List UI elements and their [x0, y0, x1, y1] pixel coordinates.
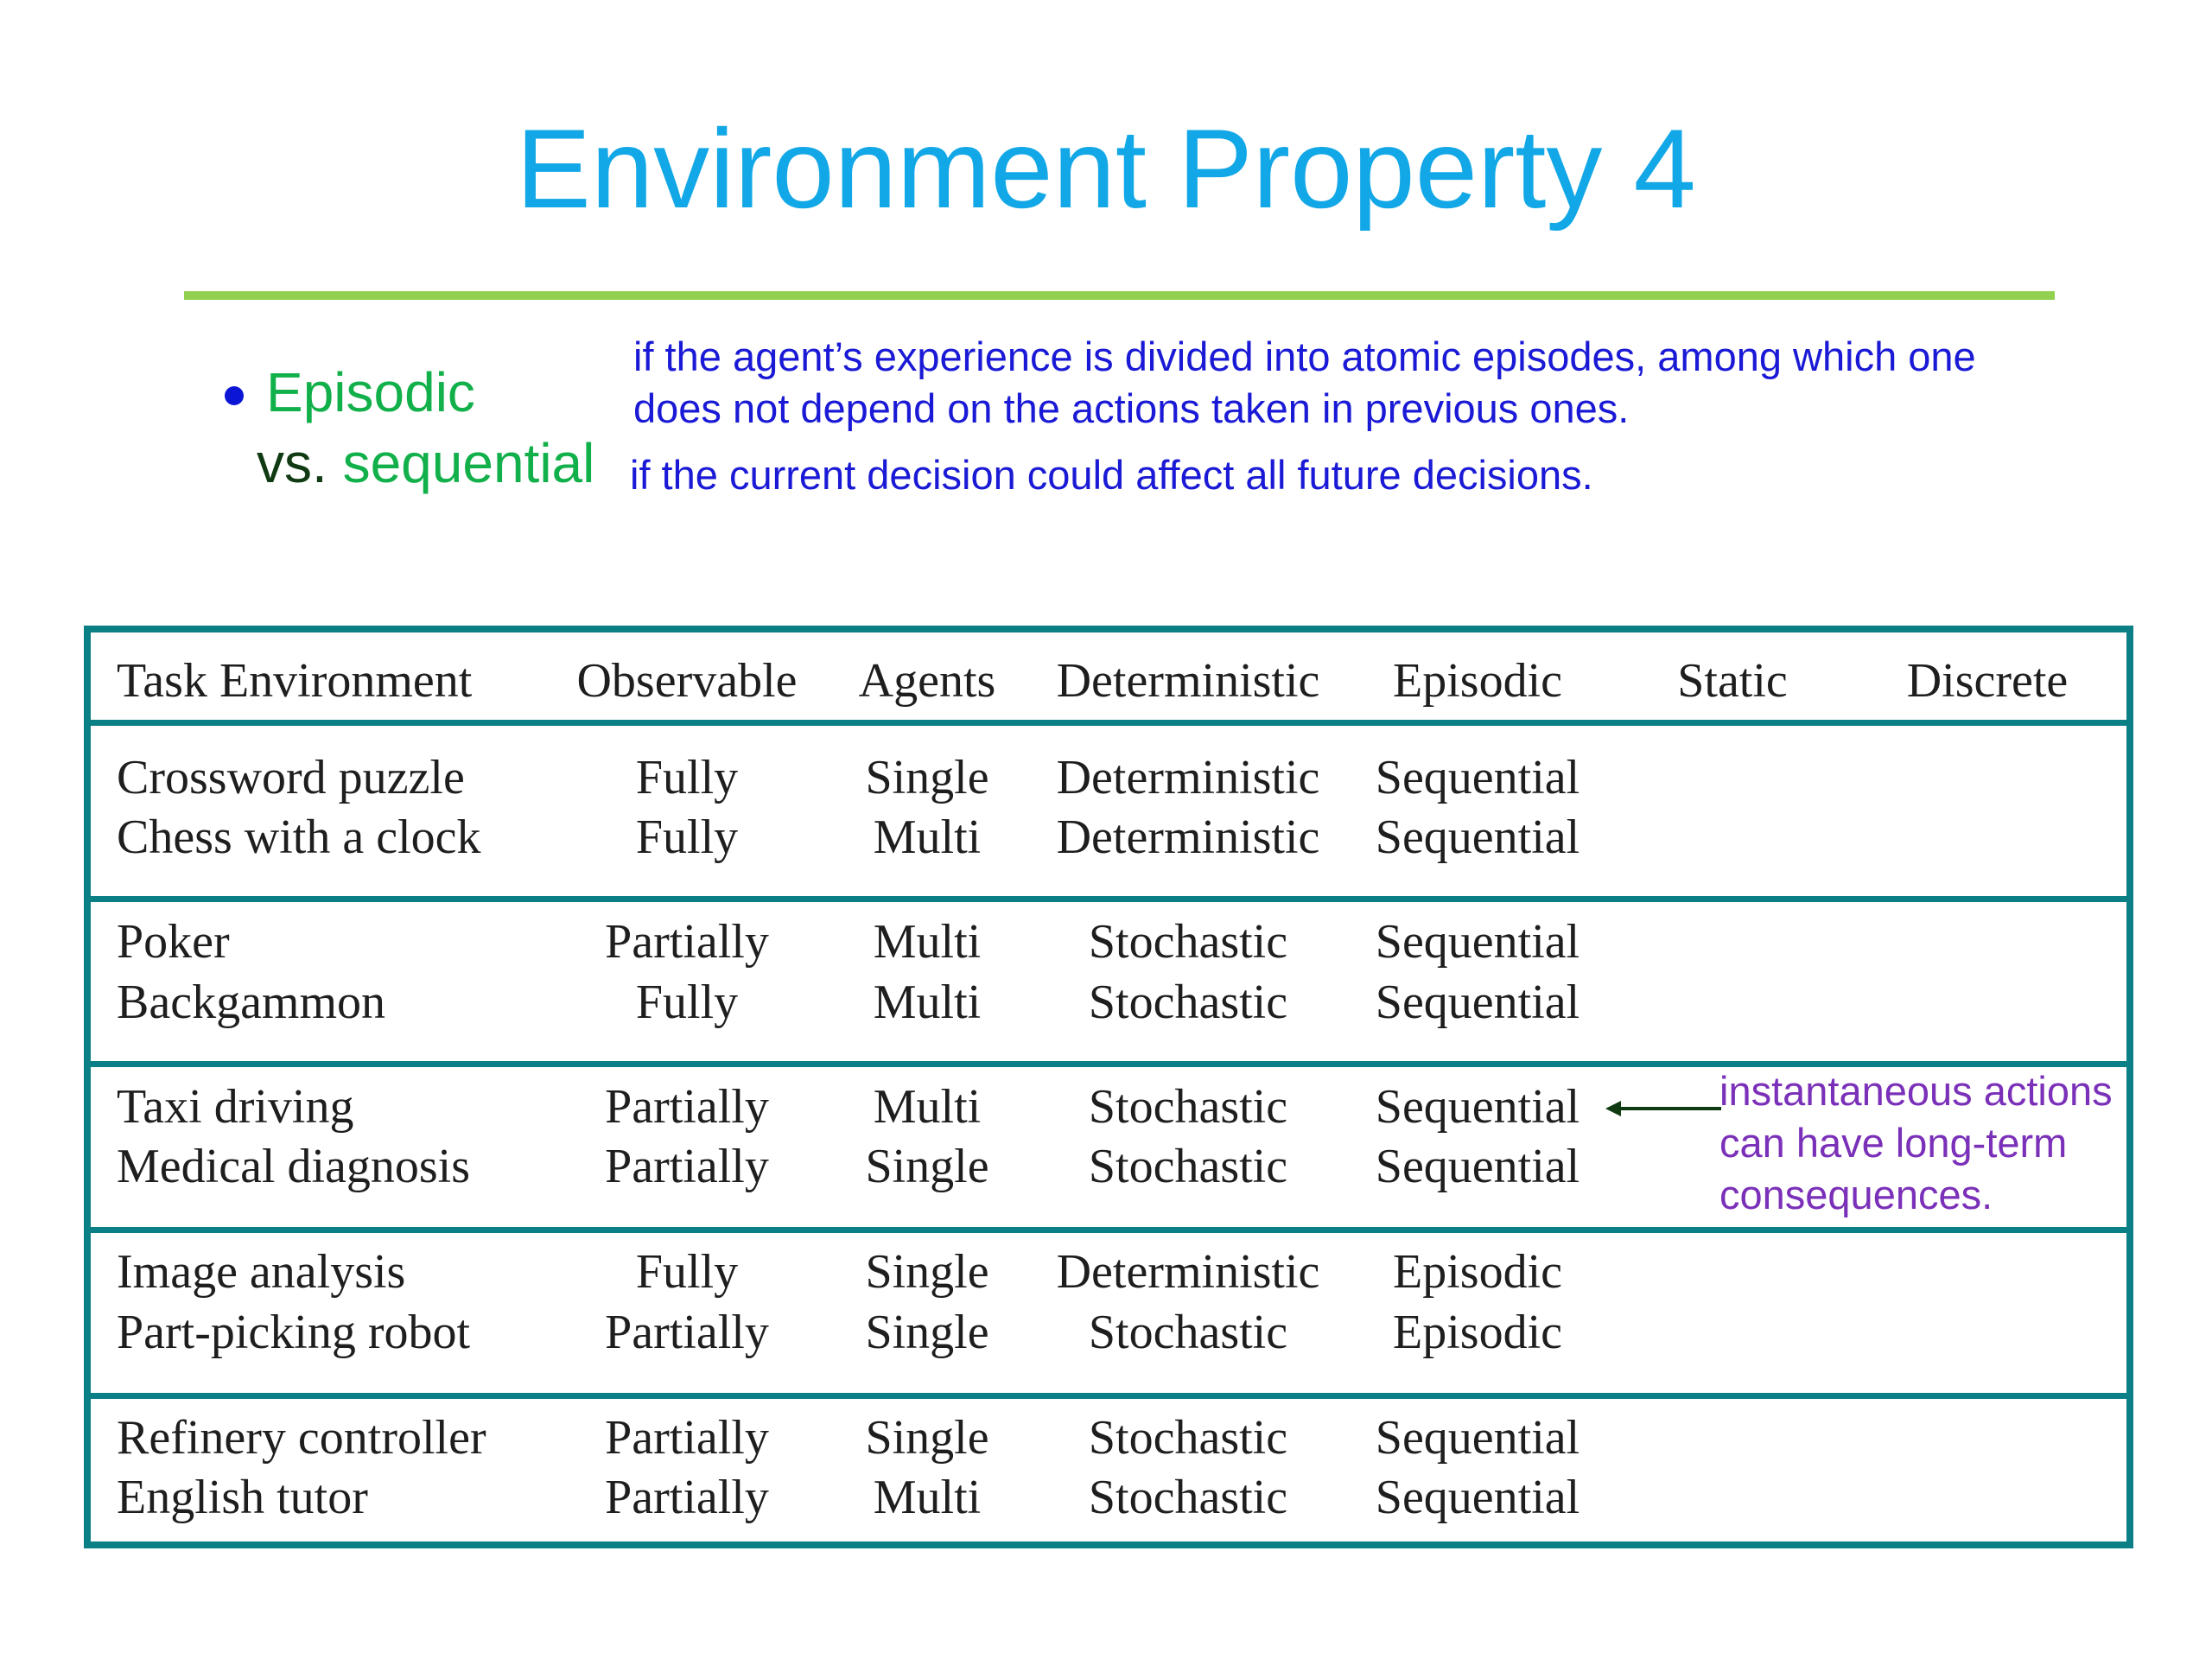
table-row-label: Part-picking robot [117, 1306, 471, 1359]
table-row-label: Backgammon [117, 976, 386, 1029]
table-header-cell: Task Environment [117, 654, 473, 708]
table-separator [91, 720, 2126, 726]
table-cell: Partially [605, 915, 769, 969]
table-cell: Sequential [1375, 915, 1580, 969]
table-cell: Stochastic [1088, 1411, 1288, 1465]
table-cell: Partially [605, 1471, 769, 1524]
term-episodic: Episodic [266, 361, 475, 423]
table-cell: Single [865, 1306, 989, 1359]
table-cell: Stochastic [1088, 1306, 1288, 1359]
table-header-cell: Observable [576, 654, 798, 708]
table-cell: Sequential [1375, 976, 1580, 1029]
vs-sequential-line [257, 432, 595, 494]
bullet-icon [225, 386, 244, 405]
annotation-line3: consequences. [1719, 1172, 1993, 1218]
table-cell: Sequential [1375, 810, 1580, 864]
table-cell: Multi [873, 810, 982, 864]
definition-sequential: if the current decision could affect all future decisions. [630, 452, 1593, 498]
table-cell: Fully [635, 1245, 739, 1299]
table-header-cell: Static [1677, 654, 1788, 708]
table-cell: Single [865, 1245, 989, 1299]
table-cell: Episodic [1393, 1245, 1562, 1299]
table-separator [91, 896, 2126, 902]
table-cell: Single [865, 751, 989, 804]
table-cell: Fully [635, 810, 739, 864]
table-cell: Stochastic [1088, 915, 1288, 969]
table-cell: Sequential [1375, 1140, 1580, 1193]
table-cell: Stochastic [1088, 1080, 1288, 1134]
table-cell: Episodic [1393, 1306, 1562, 1359]
table-cell: Stochastic [1088, 976, 1288, 1029]
table-cell: Single [865, 1411, 989, 1465]
table-header-cell: Episodic [1393, 654, 1562, 708]
table-row-label: Refinery controller [117, 1411, 486, 1465]
vs-word: vs. [257, 432, 327, 494]
table-header-cell: Agents [858, 654, 996, 708]
term-sequential: sequential [342, 432, 595, 494]
table-row-label: English tutor [117, 1471, 368, 1524]
table-cell: Partially [605, 1140, 769, 1193]
table-cell: Sequential [1375, 1080, 1580, 1134]
table-cell: Sequential [1375, 1471, 1580, 1524]
table-row-label: Image analysis [117, 1245, 406, 1299]
table-cell: Sequential [1375, 751, 1580, 804]
table-cell: Deterministic [1056, 1245, 1320, 1299]
table-cell: Partially [605, 1306, 769, 1359]
definition-episodic [633, 331, 2102, 435]
table-cell: Multi [873, 976, 982, 1029]
title-divider [184, 291, 2055, 300]
arrow-left-icon [1605, 1096, 1723, 1122]
table-cell: Partially [605, 1080, 769, 1134]
table-separator [91, 1393, 2126, 1399]
table-cell: Multi [873, 915, 982, 969]
table-row-label: Chess with a clock [117, 810, 481, 864]
table-cell: Stochastic [1088, 1140, 1288, 1193]
definition-episodic-line2: does not depend on the actions taken in previous ones. [633, 385, 1630, 432]
table-cell: Stochastic [1088, 1471, 1288, 1524]
table-cell: Sequential [1375, 1411, 1580, 1465]
table-header-cell: Discrete [1906, 654, 2069, 708]
table-cell: Deterministic [1056, 810, 1320, 864]
table-row-label: Medical diagnosis [117, 1140, 471, 1193]
table-cell: Fully [635, 751, 739, 804]
slide-title: Environment Property 4 [516, 105, 1696, 232]
table-row-label: Taxi driving [117, 1080, 354, 1134]
table-row-label: Poker [117, 915, 230, 969]
table-separator [91, 1227, 2126, 1233]
table-cell: Multi [873, 1471, 982, 1524]
definition-episodic-line1: if the agent’s experience is divided into atomic episodes, among which one [633, 334, 1976, 379]
table-row-label: Crossword puzzle [117, 751, 465, 804]
annotation-line2: can have long-term [1719, 1120, 2068, 1166]
table-cell: Deterministic [1056, 751, 1320, 804]
annotation-line1: instantaneous actions [1719, 1068, 2113, 1114]
table-cell: Partially [605, 1411, 769, 1465]
table-header-cell: Deterministic [1056, 654, 1320, 708]
table-cell: Fully [635, 976, 739, 1029]
annotation-note [1719, 1065, 2203, 1221]
table-cell: Multi [873, 1080, 982, 1134]
table-cell: Single [865, 1140, 989, 1193]
